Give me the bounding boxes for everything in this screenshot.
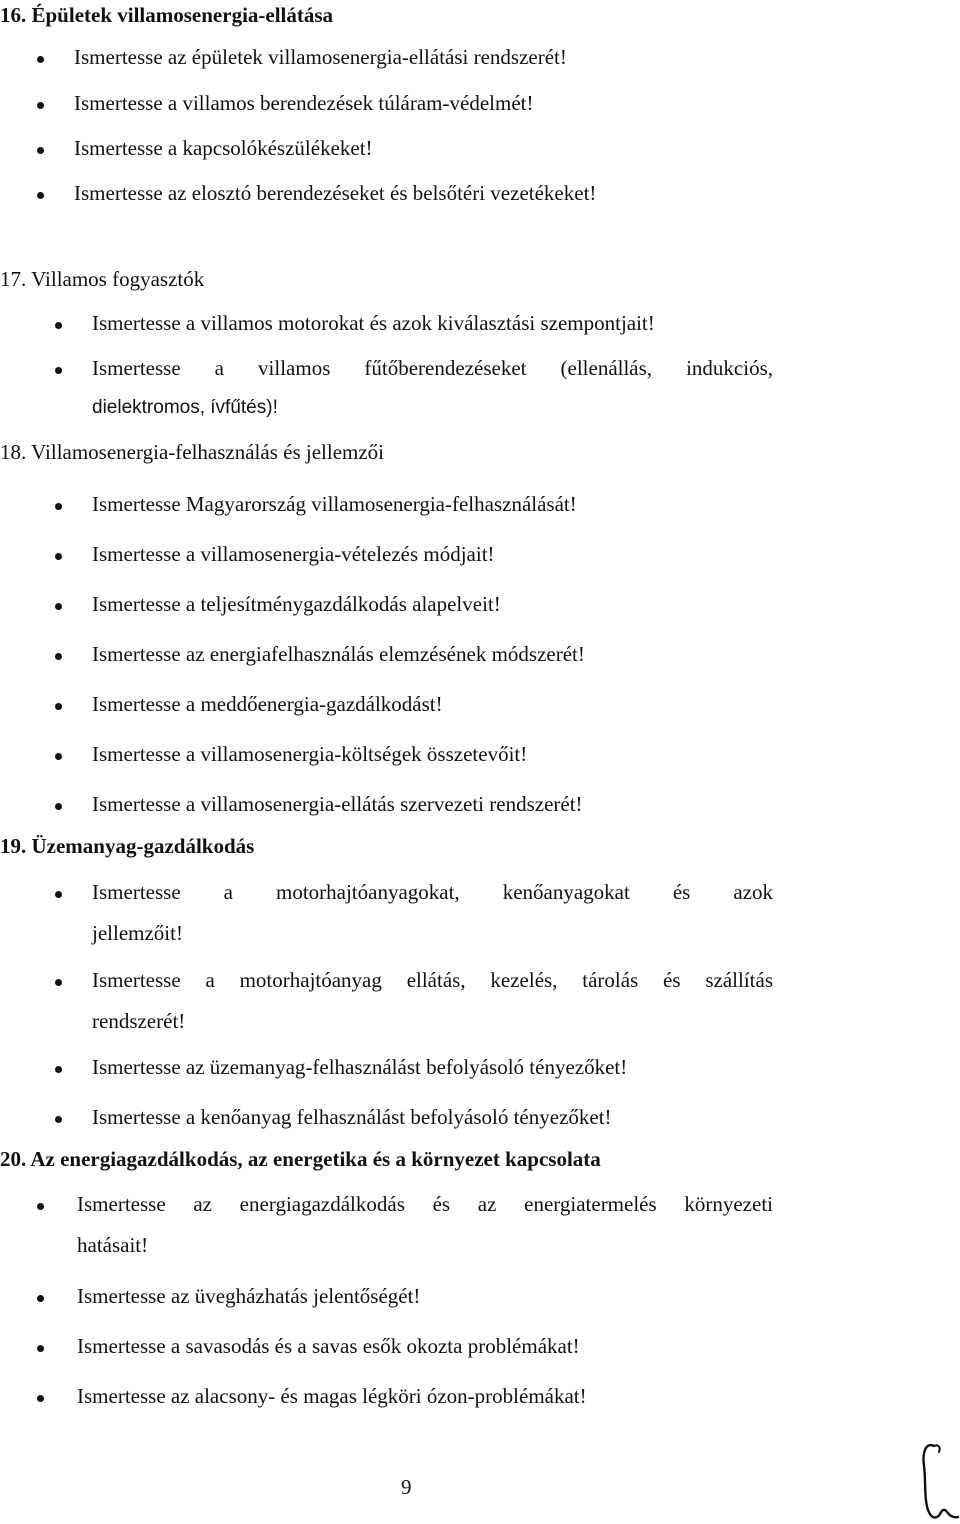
- bullet-icon: [37, 56, 44, 63]
- list-item: Ismertesse a meddőenergia-gazdálkodást!: [92, 692, 443, 716]
- list-item: Ismertesse az energiafelhasználás elemzésének módszerét!: [92, 642, 585, 666]
- list-item: Ismertesse az energiagazdálkodás és az energiatermelés környezeti: [77, 1192, 773, 1216]
- bullet-icon: [55, 803, 62, 810]
- list-item: Ismertesse a villamos fűtőberendezéseket (ellenállás, indukciós,: [92, 356, 773, 380]
- list-item: Ismertesse a villamosenergia-vételezés módjait!: [92, 542, 495, 566]
- list-item: Ismertesse a motorhajtóanyag ellátás, kezelés, tárolás és szállítás: [92, 968, 773, 992]
- list-item: Ismertesse a villamos berendezések túláram-védelmét!: [74, 91, 534, 115]
- bullet-icon: [55, 653, 62, 660]
- bullet-icon: [37, 1395, 44, 1402]
- section-18-title: 18. Villamosenergia-felhasználás és jellemzői: [0, 440, 384, 464]
- list-item: Ismertesse az épületek villamosenergia-ellátási rendszerét!: [74, 45, 567, 69]
- list-item: Ismertesse a kapcsolókészülékeket!: [74, 136, 373, 160]
- list-item: Ismertesse a villamos motorokat és azok kiválasztási szempontjait!: [92, 311, 655, 335]
- bullet-icon: [55, 553, 62, 560]
- bullet-icon: [37, 1203, 44, 1210]
- bullet-icon: [37, 102, 44, 109]
- bullet-icon: [55, 1116, 62, 1123]
- section-19-title: 19. Üzemanyag-gazdálkodás: [0, 834, 255, 858]
- bullet-icon: [37, 192, 44, 199]
- bullet-icon: [55, 891, 62, 898]
- bullet-icon: [55, 322, 62, 329]
- bullet-icon: [55, 603, 62, 610]
- list-item: Ismertesse az üvegházhatás jelentőségét!: [77, 1284, 421, 1308]
- list-item: Ismertesse a savasodás és a savas esők okozta problémákat!: [77, 1334, 580, 1358]
- section-20-title: 20. Az energiagazdálkodás, az energetika és a környezet kapcsolata: [0, 1147, 601, 1171]
- bullet-icon: [37, 147, 44, 154]
- list-item: Ismertesse Magyarország villamosenergia-felhasználását!: [92, 492, 577, 516]
- signature-icon: [914, 1438, 960, 1524]
- list-item: Ismertesse az elosztó berendezéseket és belsőtéri vezetékeket!: [74, 181, 597, 205]
- list-item: Ismertesse a motorhajtóanyagokat, kenőanyagokat és azok: [92, 880, 773, 904]
- list-item: Ismertesse a kenőanyag felhasználást befolyásoló tényezőket!: [92, 1105, 612, 1129]
- bullet-icon: [55, 1066, 62, 1073]
- list-item: Ismertesse a villamosenergia-ellátás szervezeti rendszerét!: [92, 792, 583, 816]
- list-item-continuation: rendszerét!: [92, 1009, 186, 1033]
- bullet-icon: [55, 979, 62, 986]
- bullet-icon: [37, 1295, 44, 1302]
- bullet-icon: [55, 367, 62, 374]
- section-17-title: 17. Villamos fogyasztók: [0, 267, 205, 291]
- list-item-continuation: dielektromos, ívfűtés)!: [92, 397, 278, 418]
- list-item-continuation: hatásait!: [77, 1233, 149, 1257]
- page-number: 9: [401, 1475, 412, 1499]
- bullet-icon: [37, 1345, 44, 1352]
- list-item: Ismertesse az alacsony- és magas légköri ózon-problémákat!: [77, 1384, 587, 1408]
- section-16-title: 16. Épületek villamosenergia-ellátása: [0, 3, 334, 27]
- list-item: Ismertesse a teljesítménygazdálkodás alapelveit!: [92, 592, 501, 616]
- bullet-icon: [55, 703, 62, 710]
- list-item: Ismertesse az üzemanyag-felhasználást befolyásoló tényezőket!: [92, 1055, 628, 1079]
- bullet-icon: [55, 753, 62, 760]
- list-item-continuation: jellemzőit!: [92, 921, 183, 945]
- bullet-icon: [55, 503, 62, 510]
- list-item: Ismertesse a villamosenergia-költségek összetevőit!: [92, 742, 528, 766]
